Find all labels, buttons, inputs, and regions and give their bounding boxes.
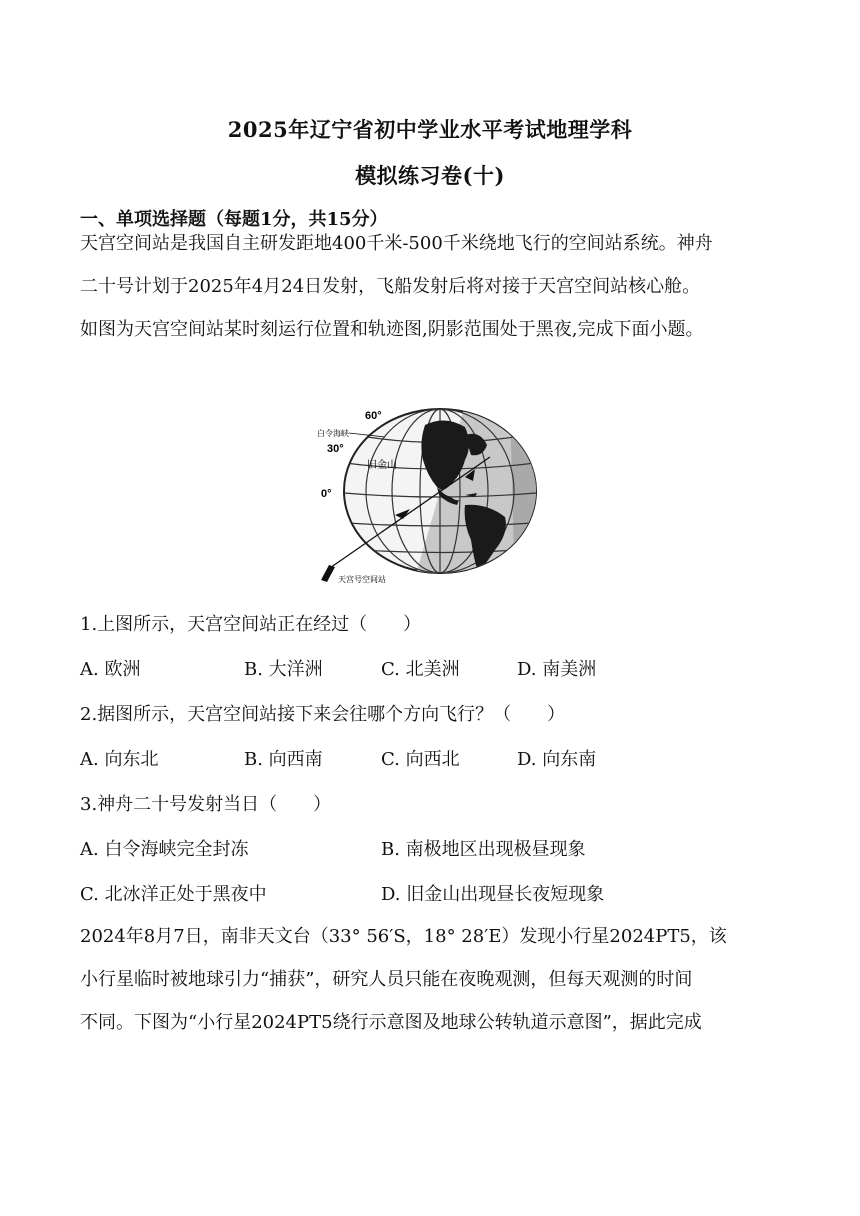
lat-60-label: 60° (365, 410, 382, 422)
question-3-option-d[interactable]: D. 旧金山出现昼长夜短现象 (381, 884, 605, 905)
san-francisco-label: 旧金山 (367, 460, 397, 471)
question-2-option-c[interactable]: C. 向西北 (381, 749, 460, 770)
question-1-option-a[interactable]: A. 欧洲 (80, 659, 141, 680)
passage-1-line: 天宫空间站是我国自主研发距地400千米-500千米绕地飞行的空间站系统。神舟 (80, 233, 713, 254)
lat-30-label: 30° (327, 443, 344, 455)
question-3-option-b[interactable]: B. 南极地区出现极昼现象 (381, 839, 586, 860)
passage-2-line: 不同。下图为“小行星2024PT5绕行示意图及地球公转轨道示意图”，据此完成 (80, 1012, 702, 1033)
passage-2 (80, 915, 785, 1044)
question-1-option-d[interactable]: D. 南美洲 (517, 659, 597, 680)
passage-2-line: 2024年8月7日，南非天文台（33° 56′S，18° 28′E）发现小行星2024PT5，该 (80, 926, 727, 947)
question-1-option-b[interactable]: B. 大洋洲 (244, 659, 323, 680)
question-3-option-c[interactable]: C. 北冰洋正处于黑夜中 (80, 884, 267, 905)
question-2-option-a[interactable]: A. 向东北 (80, 749, 159, 770)
space-station-icon (321, 565, 335, 582)
question-1-option-c[interactable]: C. 北美洲 (381, 659, 460, 680)
bering-strait-label: 白令海峡 (317, 429, 349, 438)
globe-illustration (315, 405, 543, 587)
passage-1-line: 二十号计划于2025年4月24日发射，飞船发射后将对接于天宫空间站核心舱。 (80, 276, 701, 297)
question-3-option-a[interactable]: A. 白令海峡完全封冻 (80, 839, 249, 860)
equator-label: 0° (321, 488, 332, 500)
page-title: 2025年辽宁省初中学业水平考试地理学科 (227, 117, 633, 142)
station-label: 天宫号空间站 (338, 575, 386, 584)
globe-figure (315, 405, 543, 587)
question-2-option-d[interactable]: D. 向东南 (517, 749, 597, 770)
passage-2-line: 小行星临时被地球引力“捕获”，研究人员只能在夜晚观测，但每天观测的时间 (80, 969, 693, 990)
page-subtitle: 模拟练习卷(十) (355, 163, 505, 188)
question-2-option-b[interactable]: B. 向西南 (244, 749, 323, 770)
question-1-stem: 1.上图所示，天宫空间站正在经过（ ） (80, 614, 422, 635)
section-heading: 一、单项选择题（每题1分，共15分） (80, 209, 388, 230)
question-3-stem: 3.神舟二十号发射当日（ ） (80, 794, 332, 815)
passage-1-line: 如图为天宫空间站某时刻运行位置和轨迹图,阴影范围处于黑夜,完成下面小题。 (80, 319, 704, 340)
passage-1 (80, 222, 785, 351)
question-2-stem: 2.据图所示，天宫空间站接下来会往哪个方向飞行？（ ） (80, 704, 566, 725)
